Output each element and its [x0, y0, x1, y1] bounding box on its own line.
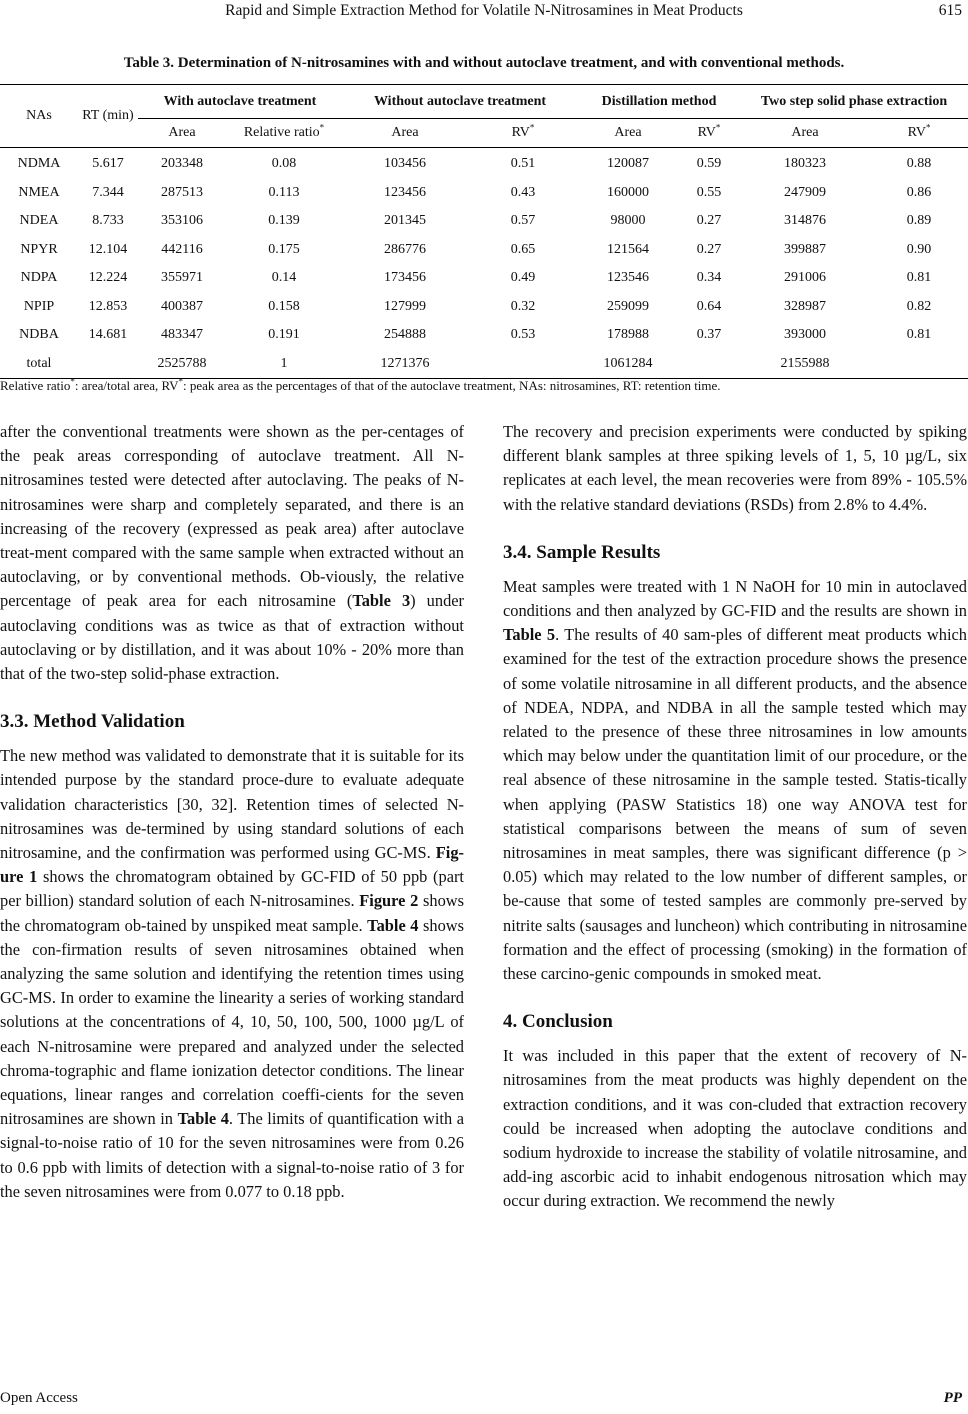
table-cell: 180323: [784, 156, 827, 172]
table-cell: 0.53: [510, 327, 536, 343]
table-cell: 1: [226, 350, 342, 379]
header-rt: RT (min): [82, 108, 134, 123]
table-cell: 12.224: [88, 270, 128, 286]
table-cell: 103456: [384, 156, 426, 172]
table-cell: 0.64: [696, 298, 722, 314]
table-cell: 0.90: [906, 241, 932, 257]
table-cell: 0.65: [510, 241, 536, 257]
table-3-caption: Table 3. Determination of N-nitrosamines with and without autoclave treatment, and with conventional methods.: [123, 55, 845, 71]
footer-open-access: Open Access: [0, 1390, 78, 1406]
table-row: [0, 321, 968, 350]
table-cell: 328987: [784, 298, 827, 314]
table-cell: 5.617: [92, 156, 124, 172]
subheader-area: Area: [740, 119, 870, 148]
table-cell: 203348: [161, 156, 203, 172]
table-cell: 127999: [384, 298, 426, 314]
table-cell: 0.191: [268, 327, 300, 343]
table-cell: [870, 350, 968, 379]
table-cell: 7.344: [92, 184, 124, 200]
table-cell: 0.43: [510, 184, 536, 200]
table-cell: 121564: [607, 241, 649, 257]
table-cell: 442116: [161, 241, 203, 257]
table-cell: 314876: [784, 213, 827, 229]
section-heading-sample-results: 3.4. Sample Results: [503, 541, 661, 563]
table-cell: 0.89: [906, 213, 932, 229]
running-title: Rapid and Simple Extraction Method for Volatile N-Nitrosamines in Meat Products: [225, 2, 743, 19]
table-row: [0, 350, 968, 379]
subheader-relative-ratio: Relative ratio*: [226, 119, 342, 148]
page-number: 615: [938, 2, 962, 19]
table-cell: 0.158: [268, 298, 300, 314]
table-cell: 173456: [384, 270, 426, 286]
table-cell: 0.86: [906, 184, 932, 200]
table-cell: 0.88: [906, 156, 932, 172]
table-cell: 1061284: [578, 350, 678, 379]
table-cell: 0.59: [696, 156, 722, 172]
group-distillation: Distillation method: [601, 93, 717, 109]
left-column: [0, 420, 464, 1204]
table-cell: 0.27: [696, 241, 722, 257]
table-row: [0, 207, 968, 236]
footer-journal-abbrev: PP: [943, 1390, 962, 1406]
table-cell: 0.175: [268, 241, 300, 257]
table-cell: 0.55: [696, 184, 722, 200]
table-3: [0, 84, 968, 379]
table-cell: [678, 350, 740, 379]
table-cell: 98000: [610, 213, 646, 229]
table-cell: NDEA: [19, 213, 59, 229]
table-cell: NDBA: [19, 327, 59, 343]
paragraph-recovery-precision: The recovery and precision experiments were conducted by spiking different blank samples at three spiking levels of 1, 5, 10 µg/L, six replicates at each level, the mean recoveries were from 89% - 105.5% with the relative standard deviations (RSDs) from 2.8% to 4.4%.: [503, 422, 967, 514]
header-nas: NAs: [26, 108, 52, 123]
figure-1-reference: Fig-ure 1: [0, 843, 464, 887]
table-cell: 0.08: [271, 156, 297, 172]
table-cell: 160000: [607, 184, 649, 200]
table-cell: 12.104: [88, 241, 128, 257]
table-cell: 0.51: [510, 156, 536, 172]
table-cell: 8.733: [92, 213, 124, 229]
table-3-footnote: Relative ratio*: area/total area, RV*: peak area as the percentages of that of the autoclave treatment, NAs: nitrosamines, RT: retention time.: [0, 376, 721, 393]
table-cell: 0.57: [510, 213, 536, 229]
table-cell: 400387: [161, 298, 203, 314]
subheader-rv: RV*: [468, 119, 578, 148]
paragraph-sample-results: Meat samples were treated with 1 N NaOH for 10 min in autoclaved conditions and then analyzed by GC-FID and the results are shown in Table 5. The results of 40 sam-ples of different meat products which examined for the test of the extraction procedure shows the presence of some volatile nitrosamine in all different products, and the absence of NDEA, NDPA, and NDBA in all the sample tested which may related to the presence of these three nitrosamines in low amounts which may below under the quantitation limit of our procedure, or the real absence of these nitrosamine in the sample tested. Statis-tically when applying (PASW Statistics 18) one way ANOVA test for statistical comparisons between the means of sum of seven nitrosamines in meat samples, there was significant difference (p > 0.05) which may related to the low number of different samples, or be-cause that some of tested samples are commonly pre-served by nitrite salts (sausages and luncheon) which contributing in nitrosamine formation and the effect of processing (smoking) in the formation of these carcino-genic compounds in smoked meat.: [503, 576, 967, 984]
table-cell: [78, 350, 138, 379]
table-cell: NPYR: [20, 241, 58, 257]
table-cell: [468, 350, 578, 379]
table-cell: 0.81: [906, 270, 932, 286]
table-cell: 14.681: [88, 327, 128, 343]
table-4-reference: Table 4: [367, 915, 419, 935]
table-cell: NPIP: [23, 298, 55, 314]
table-cell: 393000: [784, 327, 827, 343]
table-row: [0, 236, 968, 265]
subheader-area: Area: [138, 119, 226, 148]
table-cell: 254888: [384, 327, 426, 343]
table-cell: 0.14: [271, 270, 297, 286]
table-4-reference: Table 4: [177, 1109, 229, 1129]
table-cell: 287513: [161, 184, 203, 200]
table-cell: 0.82: [906, 298, 932, 314]
section-heading-method-validation: 3.3. Method Validation: [0, 711, 185, 733]
table-3-body: [0, 148, 968, 379]
table-cell: 178988: [607, 327, 649, 343]
paragraph-method-validation: The new method was validated to demonstrate that it is suitable for its intended purpose by the standard proce-dure to evaluate adequate validation characteristics [30, 32]. Retention times of selected N-nitrosamines was de-termined by using standard solutions of each nitrosamine, and the confirmation was performed using GC-MS. Fig-ure 1 shows the chromatogram obtained by GC-FID of 50 ppb (part per billion) standard solution of each N-nitrosamines. Figure 2 shows the chromatogram ob-tained by unspiked meat sample. Table 4 shows the con-firmation results of seven nitrosamines obtained when analyzing the same solution and identifying the retention times using GC-MS. In order to examine the linearity a series of working standard solutions at the concentrations of 4, 10, 50, 100, 500, 1000 µg/L of each N-nitrosamine were prepared and analyzed under the selected chroma-tographic and flame ionization detector conditions. The linear equations, linear ranges and correlation coeffi-cients for the seven nitrosamines are shown in Table 4. The limits of quantification with a signal-to-noise ratio of 10 for the seven nitrosamines were from 0.26 to 0.6 ppb with limits of detection with a signal-to-noise ratio of 3 for the seven nitrosamines were from 0.077 to 0.18 ppb.: [0, 746, 464, 1201]
table-cell: 247909: [784, 184, 827, 200]
subheader-area: Area: [342, 119, 468, 148]
table-cell: 123456: [384, 184, 426, 200]
table-cell: 123546: [607, 270, 649, 286]
table-cell: 0.139: [268, 213, 300, 229]
table-row: [0, 179, 968, 208]
table-cell: 0.81: [906, 327, 932, 343]
figure-2-reference: Figure 2: [359, 891, 419, 911]
table-cell: total: [0, 350, 78, 379]
table-5-reference: Table 5: [503, 625, 556, 645]
table-cell: 2155988: [740, 350, 870, 379]
table-cell: 399887: [784, 241, 827, 257]
table-cell: 355971: [161, 270, 203, 286]
section-heading-conclusion: 4. Conclusion: [503, 1011, 613, 1033]
table-cell: NDPA: [20, 270, 58, 286]
subheader-rv: RV*: [678, 119, 740, 148]
table-row: [0, 148, 968, 179]
table-cell: 286776: [384, 241, 426, 257]
table-cell: 12.853: [88, 298, 128, 314]
table-row: [0, 293, 968, 322]
table-cell: 259099: [607, 298, 649, 314]
paragraph-results-discussion: after the conventional treatments were shown as the per-centages of the peak areas corresponding of autoclave treatment. All N-nitrosamines tested were detected after autoclaving. The peaks of N-nitrosamines were sharp and completely separated, and there is an increasing of the recovery (expressed as peak area) after autoclave treat-ment compared with the same sample when extracted without an autoclaving, or by conventional methods. Ob-viously, the relative percentage of peak area for each nitrosamine (Table 3) under autoclaving conditions was as twice as that of extraction without autoclaving or by distillation, and it was about 10% - 20% more than that of the two-step solid-phase extraction.: [0, 422, 465, 684]
group-with-autoclave: With autoclave treatment: [163, 93, 317, 109]
table-cell: 1271376: [342, 350, 468, 379]
subheader-rv: RV*: [870, 119, 968, 148]
running-header: [0, 0, 968, 30]
table-cell: 0.37: [696, 327, 722, 343]
table-cell: 0.34: [696, 270, 722, 286]
table-cell: 0.27: [696, 213, 722, 229]
table-row: [0, 264, 968, 293]
table-cell: 120087: [607, 156, 649, 172]
group-two-step-spe: Two step solid phase extraction: [760, 93, 948, 109]
subheader-area: Area: [578, 119, 678, 148]
table-cell: 201345: [384, 213, 426, 229]
table-cell: 0.49: [510, 270, 536, 286]
table-cell: 291006: [784, 270, 827, 286]
table-cell: 483347: [161, 327, 203, 343]
table-cell: 353106: [161, 213, 203, 229]
group-without-autoclave: Without autoclave treatment: [373, 93, 547, 109]
table-3-reference: Table 3: [352, 591, 411, 611]
table-cell: NMEA: [18, 184, 60, 200]
table-cell: 0.113: [268, 184, 300, 200]
right-column: [503, 420, 967, 1214]
table-cell: 0.32: [510, 298, 536, 314]
table-cell: 2525788: [138, 350, 226, 379]
paragraph-conclusion: It was included in this paper that the extent of recovery of N-nitrosamines from the meat products was highly dependent on the extraction conditions, and it was con-cluded that extraction recovery could be increased when adopting the autoclave conditions and sodium hydroxide to increase the stability of volatile nitrosamine, and add-ing ascorbic acid to inhabit endogenous nitrosation which may occur during extraction. We recommend the newly: [503, 1046, 967, 1211]
table-cell: NDMA: [17, 156, 61, 172]
